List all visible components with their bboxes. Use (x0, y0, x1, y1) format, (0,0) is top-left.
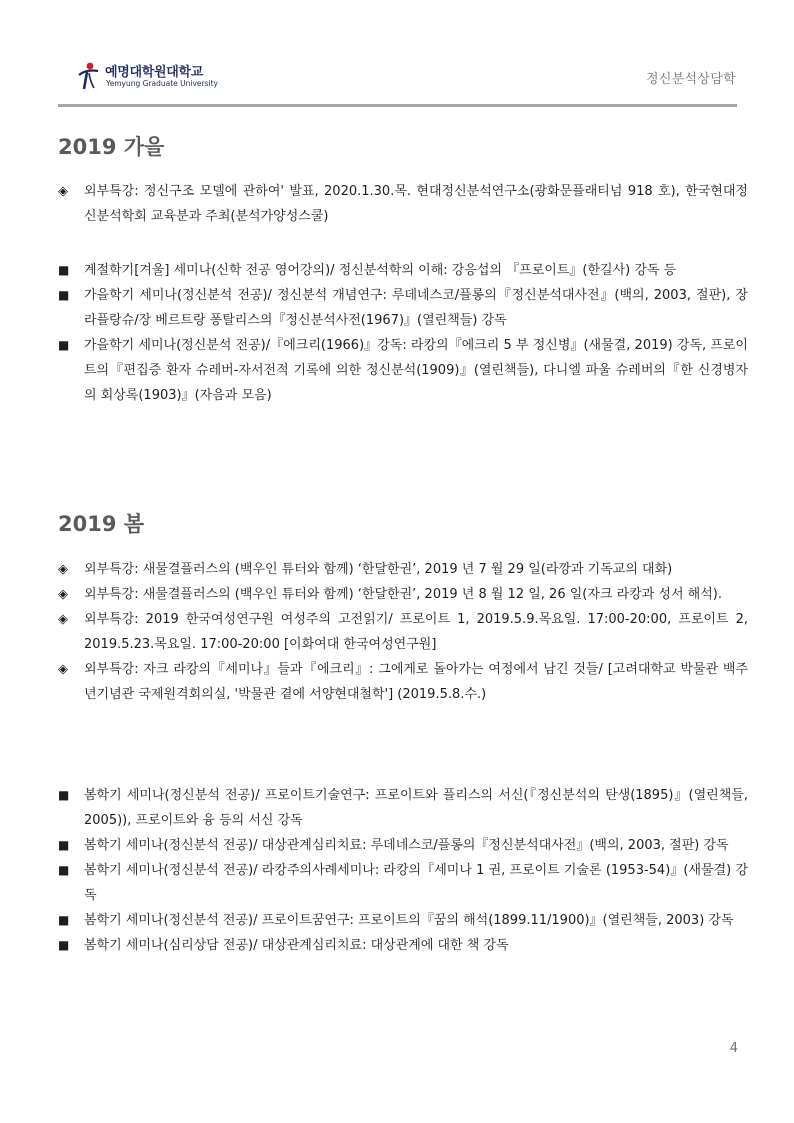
section-title-2019-spring: 2019 봄 (58, 512, 145, 536)
list-item-text: 계절학기[겨울] 세미나(신학 전공 영어강의)/ 정신분석학의 이해: 강응섭의 『프로이트』(한길사) 강독 등 (84, 263, 677, 278)
university-emblem-icon (76, 61, 102, 91)
header-divider (58, 104, 737, 107)
section-title-2019-autumn: 2019 가을 (58, 135, 165, 159)
diamond-bullet-icon: ◈ (58, 587, 68, 602)
list-item-text: 외부특강: 새물결플러스의 (백우인 튜터와 함께) ‘한달한권’, 2019 년 8 월 12 일, 26 일(자크 라캉과 성서 해석). (84, 587, 722, 602)
list-item (58, 283, 748, 333)
page-number: 4 (729, 1041, 738, 1056)
square-bullet-icon: ■ (58, 838, 70, 852)
list-item-text: 봄학기 세미나(정신분석 전공)/ 라캉주의사례세미나: 라캉의『세미나 1 권, 프로이트 기술론 (1953-54)』(새물결) 강독 (84, 863, 748, 903)
diamond-bullet-icon: ◈ (58, 562, 68, 577)
autumn-seminars (58, 258, 748, 408)
list-item-text: 봄학기 세미나(정신분석 전공)/ 프로이트꿈연구: 프로이트의『꿈의 해석(1899.11/1900)』(열린책들, 2003) 강독 (84, 913, 734, 928)
list-item (58, 858, 748, 908)
square-bullet-icon: ■ (58, 788, 70, 802)
square-bullet-icon: ■ (58, 338, 70, 352)
list-item (58, 557, 748, 582)
autumn-external-lectures (58, 179, 748, 229)
list-item-text: 외부특강: 2019 한국여성연구원 여성주의 고전읽기/ 프로이트 1, 2019.5.9.목요일. 17:00-20:00, 프로이트 2, 2019.5.23.목요일. 17:00-20:00 [이화여대 한국여성연구원] (84, 612, 748, 652)
square-bullet-icon: ■ (58, 938, 70, 952)
square-bullet-icon: ■ (58, 288, 70, 302)
list-item-text: 가을학기 세미나(정신분석 전공)/ 정신분석 개념연구: 루데네스코/플롱의『정신분석대사전』(백의, 2003, 절판), 장 라플랑슈/장 베르트랑 퐁탈리스의『정신분석사전(1967)』(열린책들) 강독 (84, 288, 748, 328)
list-item (58, 783, 748, 833)
spring-external-lectures (58, 557, 748, 707)
diamond-bullet-icon: ◈ (58, 612, 68, 627)
list-item (58, 258, 748, 283)
list-item-text: 가을학기 세미나(정신분석 전공)/『에크리(1966)』강독: 라캉의『에크리 5 부 정신병』(새물결, 2019) 강독, 프로이트의『편집증 환자 슈레버-자서전적 기록에 의한 정신분석(1909)』(열린책들), 다니엘 파울 슈레버의『한 신경병자의 회상록(1903)』(자음과 모음) (84, 338, 748, 403)
page-header (0, 0, 794, 110)
list-item (58, 908, 748, 933)
list-item (58, 179, 748, 229)
list-item-text: 외부특강: 새물결플러스의 (백우인 튜터와 함께) ‘한달한권’, 2019 년 7 월 29 일(라깡과 기독교의 대화) (84, 562, 673, 577)
list-item-text: 봄학기 세미나(정신분석 전공)/ 프로이트기술연구: 프로이트와 플리스의 서신(『정신분석의 탄생(1895)』(열린책들, 2005)), 프로이트와 융 등의 서신 강독 (84, 788, 748, 828)
logo-english-name: Yemyung Graduate University (106, 79, 218, 88)
diamond-bullet-icon: ◈ (58, 662, 68, 677)
department-name: 정신분석상담학 (645, 72, 736, 87)
square-bullet-icon: ■ (58, 913, 70, 927)
list-item-text: 봄학기 세미나(심리상담 전공)/ 대상관계심리치료: 대상관계에 대한 책 강독 (84, 938, 509, 953)
list-item (58, 607, 748, 657)
square-bullet-icon: ■ (58, 263, 70, 277)
list-item (58, 582, 748, 607)
list-item (58, 333, 748, 408)
list-item (58, 933, 748, 958)
list-item-text: 외부특강: 자크 라캉의『세미나』들과『에크리』: 그에게로 돌아가는 여정에서 남긴 것들/ [고려대학교 박물관 백주년기념관 국제원격회의실, '박물관 곁에 서양현대철학'] (2019.5.8.수.) (84, 662, 748, 702)
list-item-text: 외부특강: 정신구조 모델에 관하여' 발표, 2020.1.30.목. 현대정신분석연구소(광화문플래티넘 918 호), 한국현대정신분석학회 교육분과 주최(분석가양성스쿨) (84, 184, 748, 224)
spring-seminars (58, 783, 748, 958)
list-item (58, 833, 748, 858)
logo-korean-name: 예명대학원대학교 (105, 65, 204, 80)
diamond-bullet-icon: ◈ (58, 184, 68, 199)
university-logo (76, 61, 236, 93)
list-item-text: 봄학기 세미나(정신분석 전공)/ 대상관계심리치료: 루데네스코/플롱의『정신분석대사전』(백의, 2003, 절판) 강독 (84, 838, 729, 853)
square-bullet-icon: ■ (58, 863, 70, 877)
list-item (58, 657, 748, 707)
